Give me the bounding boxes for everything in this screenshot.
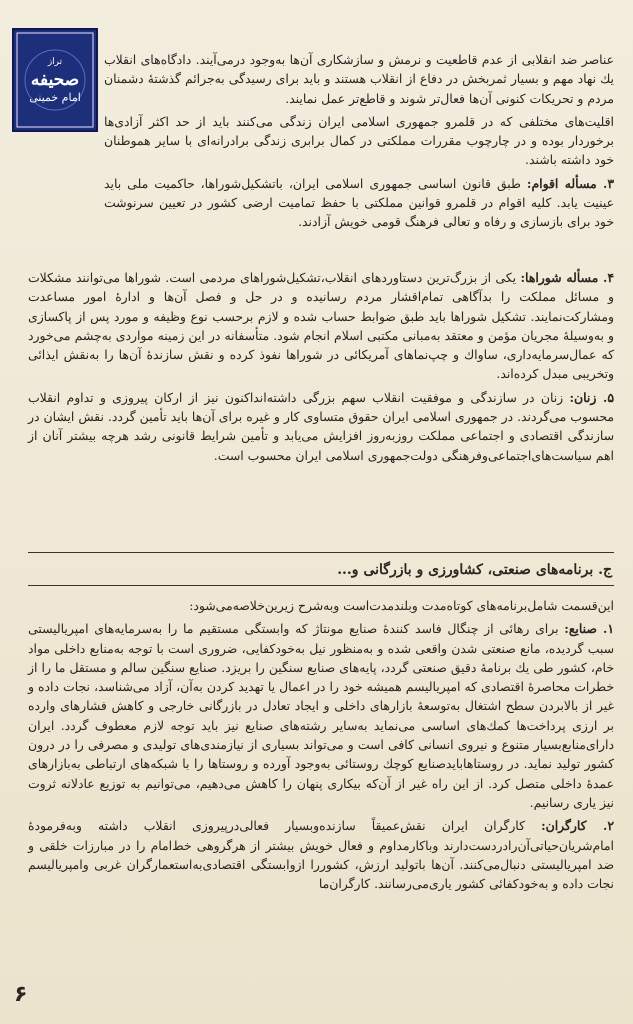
publisher-logo: [12, 28, 98, 132]
logo-line-1: تراز: [47, 57, 63, 67]
heading-women: ۵. زنان:: [569, 389, 614, 405]
paragraph-women: [28, 388, 614, 465]
heading-councils: ۴. مسأله شوراها:: [520, 270, 614, 285]
paragraph-ethnic-groups: [104, 174, 614, 232]
mid-text-block: [28, 268, 614, 469]
logo-line-3: امام خمینی: [29, 91, 81, 104]
body-industries: برای رهائی از چنگال فاسد کنندهٔ صنایع مونتاژ که وابستگی مستقیم ما را به‌سرمایه‌های امپریالیستی سبب گردیده، مانع صنعتی شدن واقعی شده و به‌منظور نیل به‌خودکفایی، ضروری است با توجه به‌منابع داخلی مواد خام، کشور طی یك برنامهٔ دقیق صنعتی گردد، پایه‌های صنایع سنگین را بریزد. صنایع سنگین سالم و مستقل ما را از خطرات محاصرهٔ اقتصادی که امپریالیسم همیشه خود را در اعمال یا تهدید کردن به‌آن، آزاد می‌شناسد، نجات داده و غیر از بالابردن سطح اشتغال به‌توسعهٔ بازارهای داخلی و ایجاد تعادل در بازرگانی خارجی و کاهش فشارهای وارده بر ارزی پرداخت‌ها کمك‌های اساسی می‌نماید به‌سایر رشته‌های صنایع نیز باید توجه لازم معطوف گردد. ایران دارای‌منابع‌بسیار متنوع و نیروی انسانی کافی است و می‌تواند بسیاری از نیازمندی‌های تولیدی و مصرفی را در درون کشور تولید نماید. در روستاهابایدصنایع کوچك روستائی به‌وجود آورده و روستاها را با شبکه‌های ارتباطی به‌بازارهای عمدهٔ داخلی متصل کرد. از این راه غیر از آن‌که بیکاری پنهان را کاهش می‌دهیم، می‌توانیم به توزیع عادلانه ثروت نیز یاری رسانیم.: [28, 621, 614, 810]
page-number: ۶: [14, 982, 28, 1007]
heading-ethnic-groups: ۳. مسأله اقوام:: [526, 175, 615, 191]
bottom-text-block: [28, 596, 614, 897]
section-heading: ج. برنامه‌های صنعتی، کشاورزی و بازرگانی و...: [28, 552, 614, 586]
body-ethnic-groups: طبق قانون اساسی جمهوری اسلامی ایران، باتشکیل‌شوراها، حاکمیت ملی باید عینیت یابد. کلیه اقوام در قلمرو قوانین مملکتی با حفظ تمامیت ارضی کشور در تعیین سرنوشت خود برای بازسازی و رفاه و تعالی فرهنگ قومی خویش آزادند.: [104, 175, 614, 230]
paragraph-minorities: اقلیت‌های مختلفی که در قلمرو جمهوری اسلامی ایران زندگی می‌کنند باید از حد اکثر آزادی‌ها برخوردار بوده و در چارچوب مقررات مملکتی در کمال برابری زندگی برادرانه‌ای با سایر هموطنان خود داشته باشند.: [104, 113, 614, 168]
logo-line-2: صحیفه: [30, 70, 80, 90]
paragraph-counter-revolution: عناصر ضد انقلابی از عدم قاطعیت و نرمش و سازشکاری آن‌ها به‌وجود درمی‌آیند. دادگاه‌های انقلاب یك نهاد مهم و بسیار ثمربخش در دفاع از انقلاب هستند و باید برای رسیدگی به‌جرائم گذشتهٔ دشمنان مردم و تحریکات کنونی آن‌ها فعال‌تر شوند و قاطع‌تر عمل نمایند.: [104, 52, 614, 106]
section-intro: این‌قسمت شامل‌برنامه‌های کوتاه‌مدت وبلندمدت‌است وبه‌شرح زیرین‌خلاصه‌می‌شود:: [189, 598, 614, 613]
heading-industries: ۱. صنایع:: [564, 621, 615, 637]
paragraph-councils: [28, 268, 614, 384]
heading-workers: ۲. کارگران:: [541, 818, 614, 834]
paragraph-workers: [28, 816, 614, 893]
top-text-block: [104, 50, 614, 236]
body-councils: یکی از بزرگ‌ترین دستاوردهای انقلاب،تشکیل‌شوراهای مردمی است. شوراها می‌توانند مشکلات و مسائل مملکت را بدآگاهی تمام‌اقشار مردم رسانیده و در حل و فصل آن‌ها و ادارهٔ امور مساعدت ومشارکت‌نمایند. تشکیل شوراها باید طبق ضوابط حساب شده و لازم برحسب نوع وظیفه و مورد پس از پاکسازی و به‌وسیلهٔ مجریان مؤمن و معتقد به‌مبانی مکتبی اسلام انجام شود. متأسفانه در این زمینه مواردی به‌چشم می‌خورد که عمال‌سرمایه‌داری، ساواك و چپ‌نماهای آمریکائی در شوراها نفوذ کرده و نقش سازندهٔ آن‌ها را به‌نقش ایذائی وتخریبی مبدل کرده‌اند.: [28, 270, 614, 382]
body-women: زنان در سازندگی و موفقیت انقلاب سهم بزرگی داشته‌انداکنون نیز از ارکان پیروزی و تداوم انقلاب محسوب می‌گردند. در جمهوری اسلامی ایران حقوق متساوی کار و غیره برای آن‌ها باید تأمین گردد. نقش ایشان در سازندگی اقتصادی و اجتماعی مملکت روزبه‌روز افزایش می‌یابد و تأمین شرایط قانونی رشد هرچه بیشتر آنان از اهم سیاست‌های‌اجتماعی‌وفرهنگی دولت‌جمهوری اسلامی ایران محسوب است.: [28, 389, 614, 463]
body-workers: کارگران ایران نقش‌عمیقاً سازنده‌وبسیار فعالی‌درپیروزی انقلاب داشته وبه‌فرمودهٔ امام‌شریان‌حیاتی‌آن‌رادردست‌دارند وباکارمداوم و فعال خویش بیشتر از هرگروهی خط‌امام را در مبارزات خلقی و ضد امپریالیستی دنبال‌می‌کنند. آن‌ها باتولید ارزش، کشوررا ازوابستگی اقتصادی‌به‌استعمارگران غربی وامپریالیسم نجات داده و به‌خودکفائی کشور یاری‌می‌رسانند. کارگران‌ما: [28, 818, 614, 892]
paragraph-industries: [28, 619, 614, 812]
